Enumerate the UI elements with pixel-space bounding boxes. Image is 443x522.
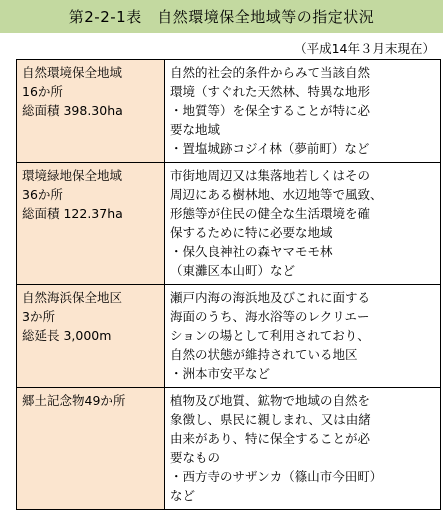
description-line: 瀬戸内海の海浜地及びこれに面する <box>170 290 371 305</box>
example-line: ・置塩城跡コジイ林（夢前町）など <box>170 141 370 156</box>
table-row <box>17 163 441 285</box>
table-row <box>17 388 441 510</box>
description-line: 植物及び地質、鉱物で地域の自然を <box>170 393 371 408</box>
description-line: 保するために特に必要な地域 <box>170 225 333 240</box>
category-cell <box>17 285 165 388</box>
description-line: 海面のうち、海水浴等のレクリエー <box>170 309 370 324</box>
description-cell <box>165 285 441 388</box>
category-measure: 総面積 122.37ha <box>22 206 123 221</box>
description-line: 自然の状態が維持されている地区 <box>170 347 358 362</box>
category-cell <box>17 60 165 163</box>
category-count: 16か所 <box>22 84 63 99</box>
category-name: 自然海浜保全地区 <box>22 290 123 305</box>
description-line: 市街地周辺又は集落地若しくはその <box>170 168 371 183</box>
description-line: ・地質等）を保全することが特に必 <box>170 103 371 118</box>
category-cell <box>17 163 165 285</box>
description-line: 周辺にある樹林地、水辺地等で風致、 <box>170 187 383 202</box>
designation-table <box>16 59 441 510</box>
description-line: 要な地域 <box>170 122 221 137</box>
example-line: ・保久良神社の森ヤマモモ林 <box>170 244 333 259</box>
description-cell <box>165 60 441 163</box>
category-count: 3か所 <box>22 309 55 324</box>
description-line: 形態等が住民の健全な生活環境を確 <box>170 206 371 221</box>
example-line: ・西方寺のサザンカ（篠山市今田町） <box>170 469 383 484</box>
category-name: 環境緑地保全地域 <box>22 168 123 183</box>
description-line: 象徴し、県民に親しまれ、又は由緒 <box>170 412 371 427</box>
table-title: 第2-2-1表 自然環境保全地域等の指定状況 <box>68 8 375 26</box>
description-cell <box>165 388 441 510</box>
date-note: （平成14年３月末現在） <box>294 41 435 56</box>
table-row <box>17 60 441 163</box>
category-name: 郷土記念物49か所 <box>22 393 126 408</box>
category-measure: 総延長 3,000m <box>22 328 112 343</box>
description-line: 由来があり、特に保全することが必 <box>170 431 371 446</box>
category-name: 自然環境保全地域 <box>22 65 123 80</box>
table-title-bar <box>0 0 443 33</box>
table-row <box>17 285 441 388</box>
example-line: ・洲本市安平など <box>170 366 271 381</box>
description-line: 環境（すぐれた天然林、特異な地形 <box>170 84 371 99</box>
description-line: 自然的社会的条件からみて当該自然 <box>170 65 371 80</box>
category-cell <box>17 388 165 510</box>
category-measure: 総面積 398.30ha <box>22 103 123 118</box>
description-cell <box>165 163 441 285</box>
example-line: など <box>170 488 196 503</box>
description-line: 要なもの <box>170 450 221 465</box>
description-line: ションの場として利用されており、 <box>170 328 370 343</box>
category-count: 36か所 <box>22 187 63 202</box>
example-line: （東灘区本山町）など <box>170 263 296 278</box>
